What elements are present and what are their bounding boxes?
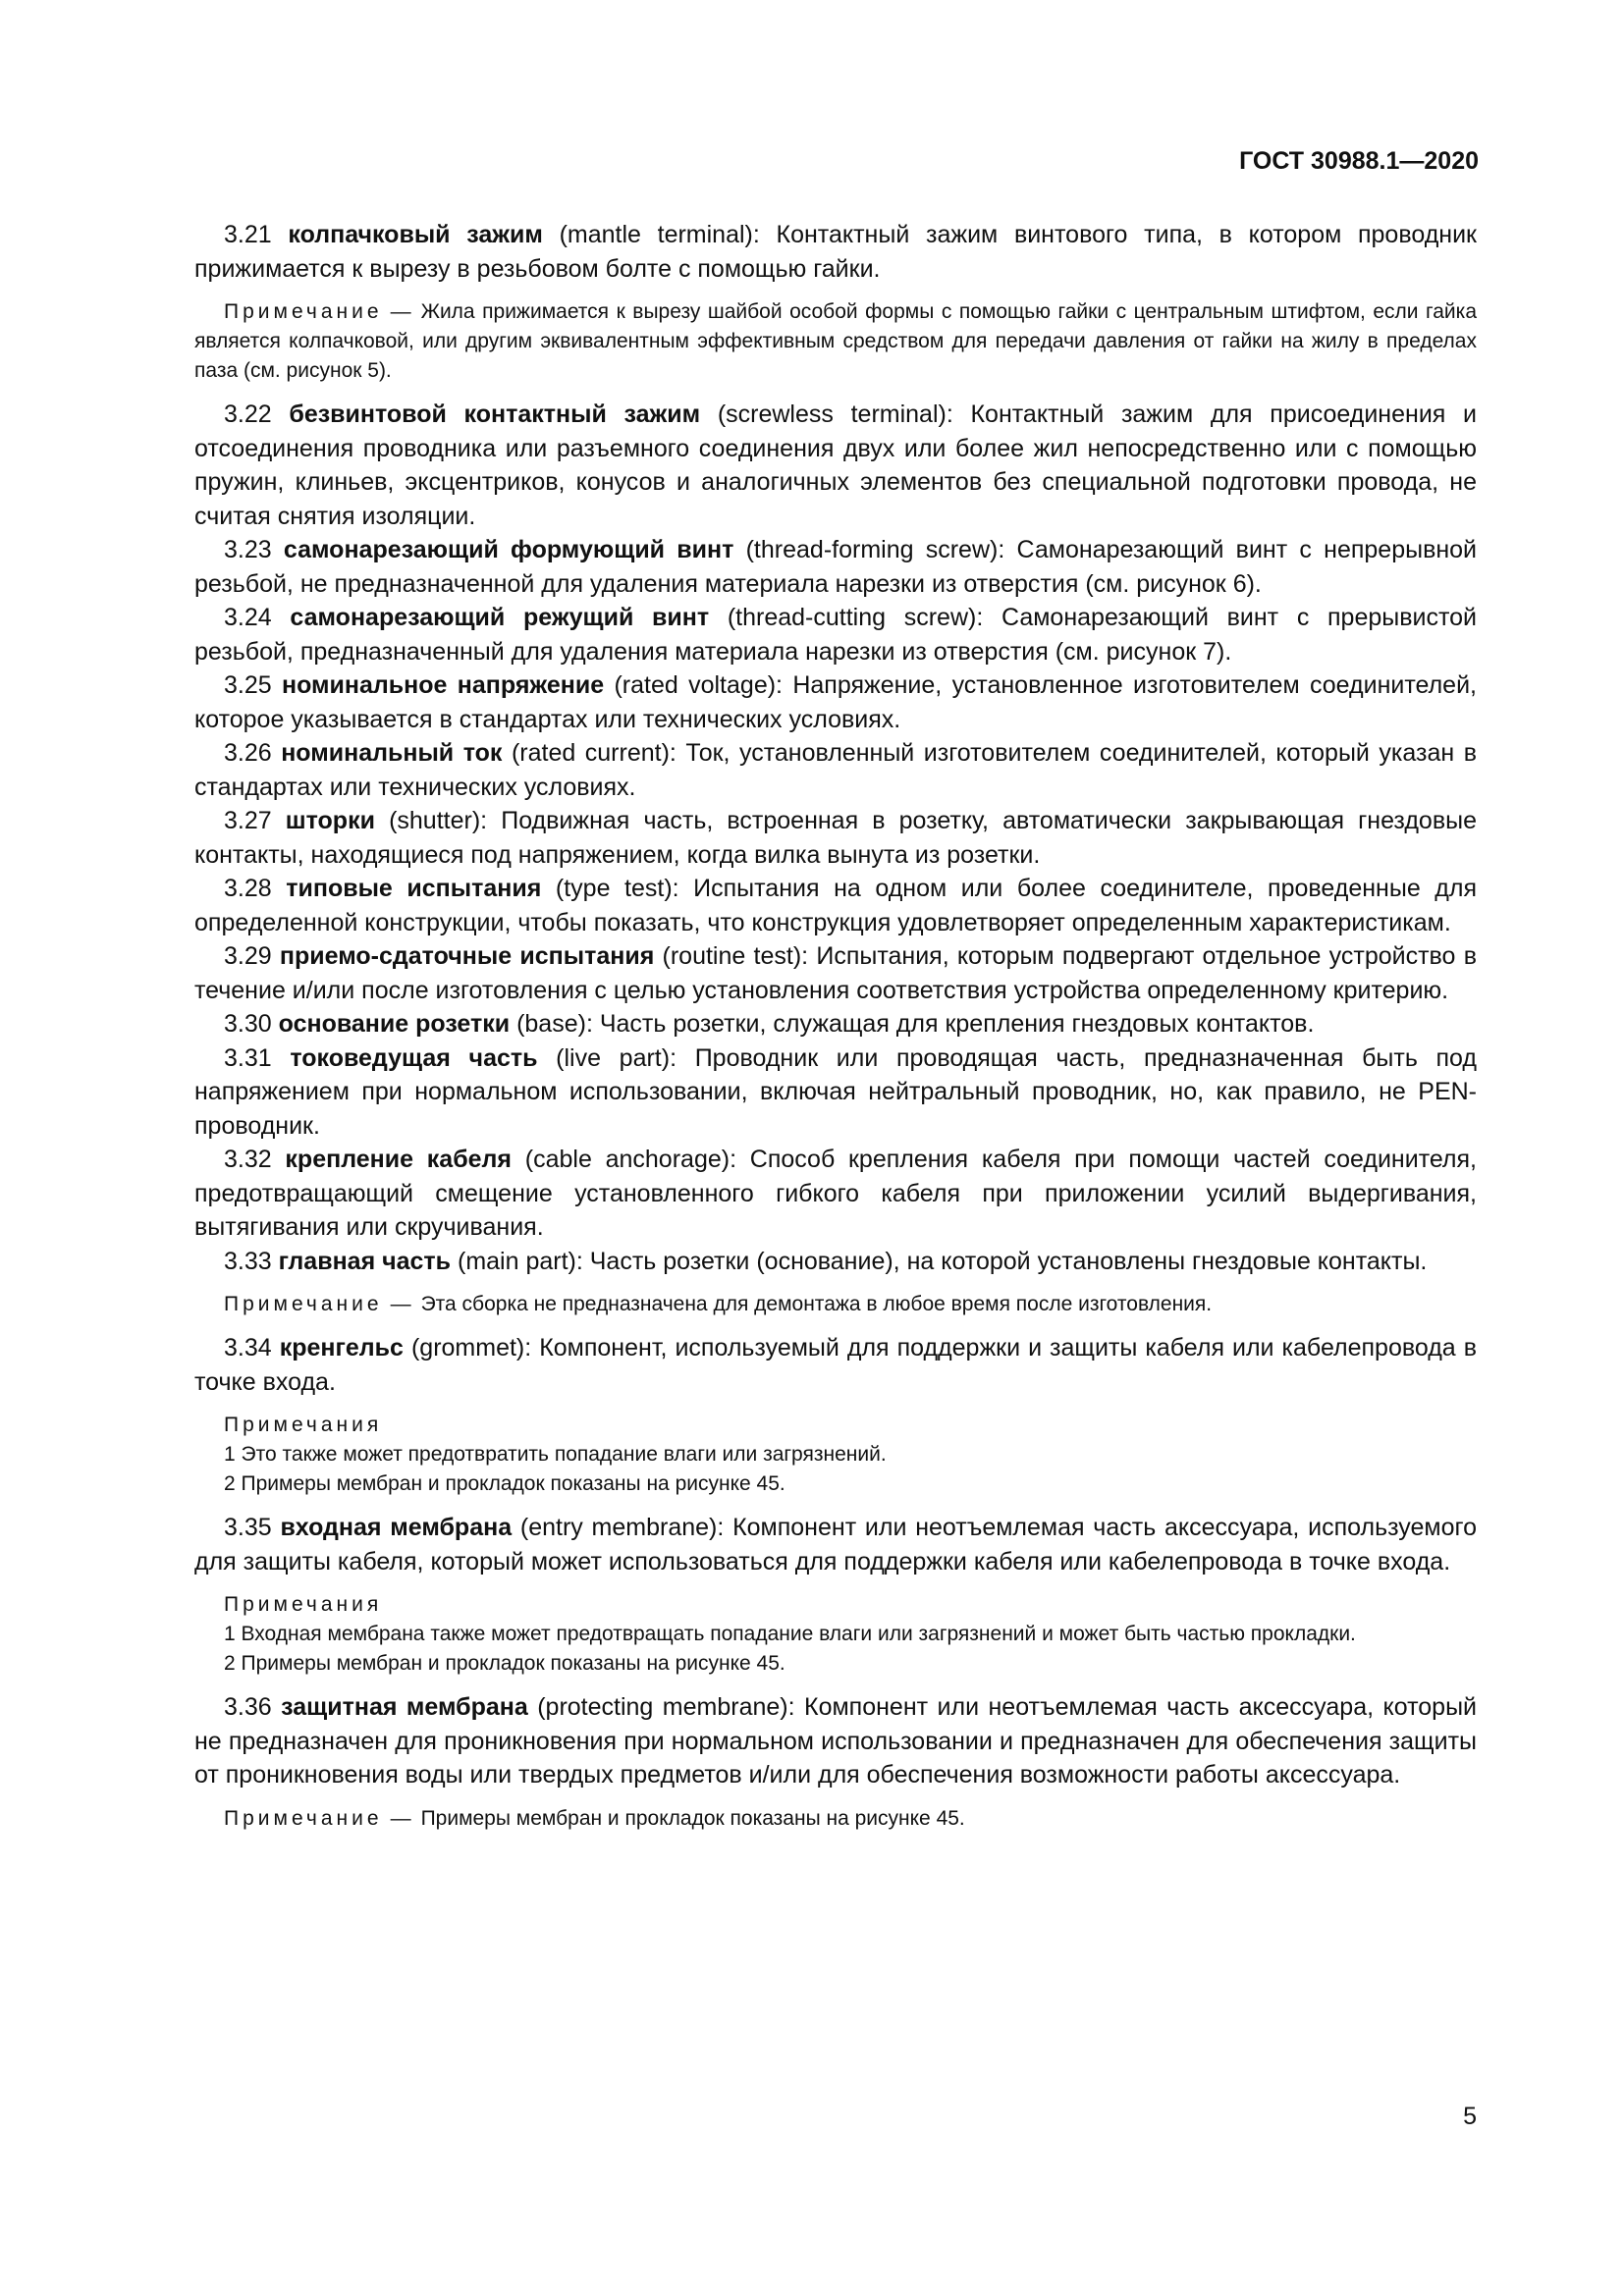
term-title: типовые испытания: [286, 875, 542, 902]
notes-label: Примечания: [224, 1414, 383, 1436]
term-3-26: [194, 736, 1477, 804]
term-3-33: [194, 1245, 1477, 1279]
term-definition: : Компонент или неотъемлемая часть аксессуара, используемого для защиты кабеля, который может использоваться для поддержки кабеля или кабелепровода в точке входа.: [194, 1514, 1477, 1575]
note-item: 1 Входная мембрана также может предотвращать попадание влаги или загрязнений и может быть частью прокладки.: [224, 1623, 1356, 1645]
term-3-29: [194, 939, 1477, 1007]
term-english: (rated voltage): [614, 671, 777, 699]
term-number: 3.34: [224, 1334, 272, 1362]
term-number: 3.26: [224, 739, 272, 767]
term-number: 3.21: [224, 221, 272, 248]
term-english: (base): [516, 1010, 586, 1038]
term-title: самонарезающий формующий винт: [283, 536, 734, 563]
term-english: (type test): [555, 875, 673, 902]
notes-3-34: [194, 1411, 1477, 1499]
term-title: номинальное напряжение: [282, 671, 605, 699]
term-definition: : Ток, установленный изготовителем соединителей, который указан в стандартах или технических условиях.: [194, 739, 1477, 801]
note-item: 2 Примеры мембран и прокладок показаны на рисунке 45.: [224, 1652, 785, 1675]
term-3-32: [194, 1143, 1477, 1245]
term-definition: : Самонарезающий винт с непрерывной резьбой, не предназначенной для удаления материала нарезки из отверстия (см. рисунок 6).: [194, 536, 1478, 598]
term-number: 3.22: [224, 400, 272, 428]
term-english: (thread-cutting screw): [727, 604, 977, 631]
term-definition: : Способ крепления кабеля при помощи частей соединителя, предотвращающий смещение установленного гибкого кабеля при приложении усилий выдергивания, вытягивания или скручивания.: [194, 1146, 1478, 1241]
note-3-36: [194, 1804, 1477, 1834]
term-3-30: [194, 1007, 1477, 1041]
term-definition: : Испытания, которым подвергают отдельное устройство в течение и/или после изготовления с целью установления соответствия устройства определенному критерию.: [194, 942, 1477, 1004]
term-english: (grommet): [410, 1334, 525, 1362]
term-definition: : Подвижная часть, встроенная в розетку, автоматически закрывающая гнездовые контакты, находящиеся под напряжением, когда вилка вынута из розетки.: [194, 807, 1477, 869]
term-english: (protecting membrane): [537, 1693, 788, 1721]
note-label: Примечание: [224, 300, 383, 323]
term-english: (entry membrane): [519, 1514, 718, 1541]
term-3-24: [194, 601, 1477, 668]
term-3-28: [194, 872, 1477, 939]
term-3-36: [194, 1690, 1477, 1792]
term-3-25: [194, 668, 1477, 736]
term-3-21: [194, 218, 1477, 286]
note-text: Эта сборка не предназначена для демонтажа в любое время после изготовления.: [420, 1293, 1213, 1315]
term-number: 3.27: [224, 807, 272, 834]
term-english: (routine test): [662, 942, 802, 970]
note-item: 2 Примеры мембран и прокладок показаны на рисунке 45.: [224, 1472, 785, 1495]
term-number: 3.29: [224, 942, 272, 970]
term-english: (shutter): [389, 807, 481, 834]
page-number: 5: [1463, 2103, 1477, 2130]
term-number: 3.32: [224, 1146, 272, 1173]
notes-label: Примечания: [224, 1593, 383, 1616]
term-number: 3.24: [224, 604, 272, 631]
term-title: колпачковый зажим: [288, 221, 543, 248]
note-dash: —: [390, 1293, 411, 1315]
term-title: самонарезающий режущий винт: [290, 604, 710, 631]
document-header: ГОСТ 30988.1—2020: [1239, 147, 1479, 175]
term-title: приемо-сдаточные испытания: [279, 942, 655, 970]
term-number: 3.28: [224, 875, 272, 902]
term-english: (mantle terminal): [559, 221, 753, 248]
term-definition: : Напряжение, установленное изготовителем соединителей, которое указывается в стандартах или технических условиях.: [194, 671, 1477, 733]
term-english: (rated current): [511, 739, 670, 767]
term-english: (live part): [556, 1043, 671, 1072]
term-english: (main part): [458, 1247, 576, 1275]
term-3-23: [194, 533, 1477, 601]
term-definition: : Часть розетки, служащая для крепления гнездовых контактов.: [585, 1010, 1315, 1038]
term-definition: : Контактный зажим для присоединения и отсоединения проводника или разъемного соединения двух или более жил непосредственно или с помощью пружин, клиньев, эксцентриков, конусов и аналогичных элементов без специальной подготовки провода, не считая снятия изоляции.: [194, 400, 1477, 530]
note-text: Примеры мембран и прокладок показаны на рисунке 45.: [420, 1806, 965, 1830]
term-3-35: [194, 1511, 1477, 1578]
note-label: Примечание: [224, 1293, 383, 1315]
term-number: 3.23: [224, 536, 272, 563]
term-title: кренгельс: [279, 1334, 404, 1362]
term-number: 3.36: [224, 1693, 272, 1721]
term-english: (thread-forming screw): [745, 536, 999, 563]
note-text: Жила прижимается к вырезу шайбой особой формы с помощью гайки с центральным штифтом, если гайка является колпачковой, или другим эквивалентным эффективным средством для передачи давления от гайки на жилу в пределах паза (см. рисунок 5).: [194, 300, 1477, 382]
term-definition: : Проводник или проводящая часть, предназначенная быть под напряжением при нормальном использовании, включая нейтральный проводник, но, как правило, не PEN-проводник.: [194, 1043, 1478, 1140]
note-dash: —: [390, 1806, 411, 1830]
term-3-22: [194, 398, 1477, 533]
note-label: Примечание: [224, 1806, 383, 1830]
term-title: безвинтовой контактный зажим: [289, 400, 701, 428]
term-definition: : Компонент, используемый для поддержки и защиты кабеля или кабелепровода в точке входа.: [194, 1334, 1477, 1396]
term-number: 3.25: [224, 671, 272, 699]
term-title: номинальный ток: [281, 739, 503, 767]
term-title: шторки: [285, 807, 375, 834]
term-number: 3.30: [224, 1010, 272, 1038]
note-dash: —: [390, 300, 411, 323]
term-title: основание розетки: [278, 1010, 511, 1038]
term-title: защитная мембрана: [281, 1693, 528, 1721]
term-definition: : Самонарезающий винт с прерывистой резьбой, предназначенный для удаления материала нарезки из отверстия (см. рисунок 7).: [194, 604, 1478, 666]
term-english: (cable anchorage): [524, 1146, 731, 1173]
term-3-31: [194, 1041, 1477, 1144]
note-3-21: [194, 297, 1477, 386]
term-3-27: [194, 804, 1477, 872]
document-body: [194, 218, 1477, 1845]
term-definition: : Часть розетки (основание), на которой установлены гнездовые контакты.: [575, 1247, 1428, 1275]
note-item: 1 Это также может предотвратить попадание влаги или загрязнений.: [224, 1443, 887, 1466]
term-3-34: [194, 1331, 1477, 1399]
note-3-33: [194, 1290, 1477, 1319]
term-title: крепление кабеля: [285, 1146, 513, 1173]
term-title: главная часть: [278, 1247, 452, 1275]
term-title: токоведущая часть: [290, 1043, 538, 1072]
term-english: (screwless terminal): [717, 400, 947, 428]
term-title: входная мембрана: [280, 1514, 513, 1541]
term-definition: : Испытания на одном или более соединителе, проведенные для определенной конструкции, чтобы показать, что конструкция удовлетворяет определенным характеристикам.: [194, 875, 1477, 936]
term-number: 3.33: [224, 1247, 272, 1275]
notes-3-35: [194, 1590, 1477, 1679]
term-definition: : Компонент или неотъемлемая часть аксессуара, который не предназначен для проникновения при нормальном использовании и предназначен для обеспечения защиты от проникновения воды или твердых предметов и/или для обеспечения возможности работы аксессуара.: [194, 1693, 1477, 1789]
term-number: 3.31: [224, 1043, 272, 1072]
term-number: 3.35: [224, 1514, 272, 1541]
term-definition: : Контактный зажим винтового типа, в котором проводник прижимается к вырезу в резьбовом болте с помощью гайки.: [194, 221, 1477, 283]
